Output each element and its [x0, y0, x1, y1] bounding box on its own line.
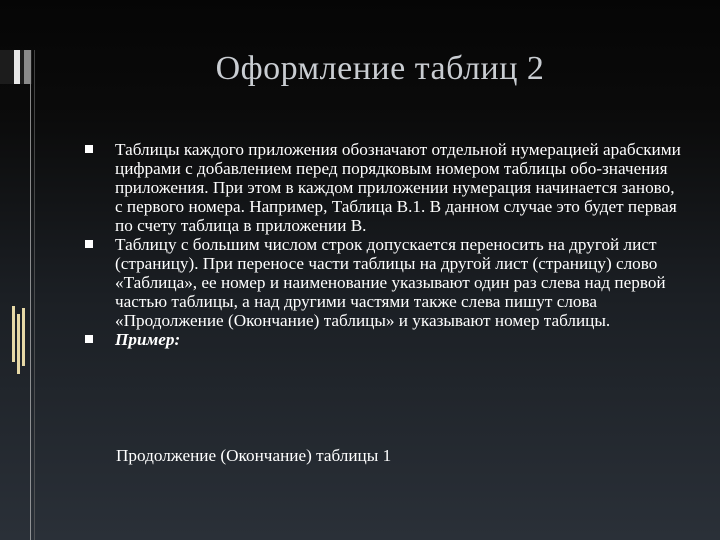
bullet-item — [85, 235, 685, 330]
slide-title: Оформление таблиц 2 — [215, 50, 545, 87]
bullet-text: Таблицы каждого приложения обозначают отдельной нумерацией арабскими цифрами с добавлением перед порядковым номером таблицы обо-значения приложения. При этом в каждом приложении нумерация начинается заново, с первого номера. Например, Таблица В.1. В данном случае это будет первая по счету таблица в приложении В. — [115, 140, 681, 235]
accent-line — [17, 314, 20, 374]
example-line: Продолжение (Окончание) таблицы 1 — [116, 446, 392, 465]
bullet-item-example — [85, 330, 685, 349]
decorative-vertical-rule — [30, 50, 31, 540]
square-bullet-icon — [85, 145, 93, 153]
accent-line — [12, 306, 15, 362]
decorative-vertical-rule — [34, 50, 35, 540]
bullet-item — [85, 140, 685, 235]
bullet-text: Пример: — [115, 330, 181, 349]
bullet-text: Таблицу с большим числом строк допускается переносить на другой лист (страницу). При переносе части таблицы на другой лист (страницу) слово «Таблица», ее номер и наименование указывают один раз слева над первой частью таблицы, а над другими частями также слева пишут слова «Продолжение (Окончание) таблицы» и указывают номер таблицы. — [115, 235, 666, 330]
decorative-frame-block — [0, 50, 32, 84]
decorative-strip — [14, 50, 20, 84]
decorative-accent-lines — [12, 306, 26, 376]
accent-line — [22, 308, 25, 366]
square-bullet-icon — [85, 335, 93, 343]
slide-content — [85, 140, 685, 349]
square-bullet-icon — [85, 240, 93, 248]
